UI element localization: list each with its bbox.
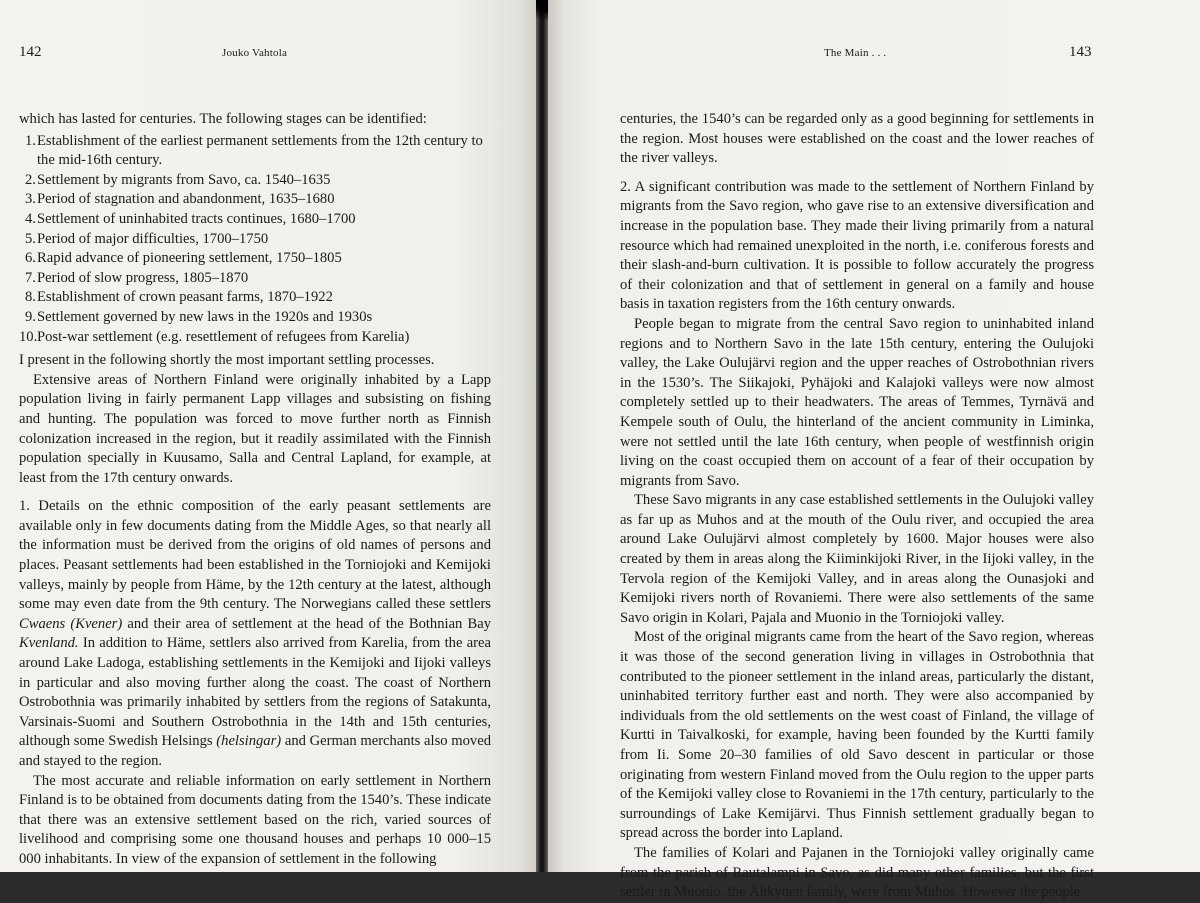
paragraph-extensive: Extensive areas of Northern Finland were originally inhabited by a Lapp population living in fairly permanent Lapp villages and subsisting on fishing and hunting. The population was forced to move further north as Finnish colonization increased in the region, but it readily assimilated with the Finnish population specially in Kuusamo, Salla and Central Lapland, for example, at least from the 17th century onwards.	[19, 371, 491, 486]
paragraph-people: People began to migrate from the central Savo region to uninhabited inland regions and to Northern Savo in the late 15th century, entering the Oulujoki valley, the Lake Oulujärvi region and the upper reaches of Ostrobothnian rivers in the 1530’s. The Siikajoki, Pyhäjoki and Kalajoki valleys were now almost completely settled up to their headwaters. The areas of Temmes, Tyrnävä and Kempele south of Oulu, the hinterland of the ancient community in Liminka, were not settled until the late 16th century, when people of westfinnish origin living on the coast occupied them on account of a fear of their occupation by migrants from Savo.	[620, 315, 1094, 489]
paragraph-present: I present in the following shortly the most important settling processes.	[19, 352, 435, 369]
section-1-text-b: and their area of settlement at the head of the Bothnian Bay	[122, 615, 491, 632]
right-page	[548, 0, 1200, 901]
section-1-text-a: 1. Details on the ethnic composition of the early peasant settlements are available only in few documents dating from the Middle Ages, so that nearly all the information must be derived from the origins of old names of persons and places. Peasant settlements had been established in the Torniojoki and Kemijoki valleys, mainly by people from Häme, by the 12th century at the latest, although some may even date from the 9th century. The Norwegians called these settlers	[19, 498, 491, 613]
right-text-block	[620, 110, 1094, 903]
page-number-right: 143	[1069, 44, 1092, 60]
stage-number: 7.	[25, 269, 36, 286]
stage-item	[19, 230, 491, 250]
stage-text: Settlement governed by new laws in the 1920s and 1930s	[37, 308, 373, 325]
stage-number: 5.	[25, 230, 36, 247]
section-1-text-c: In addition to Häme, settlers also arrived from Karelia, from the area around Lake Ladoga, establishing settlements in the Kemijoki and Iijoki valleys in particular and also moving further along the coast. The coast of Northern Ostrobothnia was primarily inhabited by settlers from the regions of Satakunta, Varsinais-Suomi and Southern Ostrobothnia in the 14th and 15th centuries, although some Swedish Helsings	[19, 635, 491, 750]
stage-number: 3.	[25, 191, 36, 208]
stage-text: Post-war settlement (e.g. resettlement of refugees from Karelia)	[37, 328, 410, 345]
stage-text: Period of stagnation and abandonment, 1635–1680	[37, 191, 335, 208]
stage-item	[19, 249, 491, 269]
paragraph-these: These Savo migrants in any case established settlements in the Oulujoki valley as far up as Muhos and at the mouth of the Oulu river, and occupied the area around Lake Oulujärvi almost completely by 1600. Major houses were also created by them in areas along the Kiiminkijoki River, in the Iijoki valley, in the Tervola region of the Kemijoki Valley, and in areas along the Ounasjoki and Kemijoki rivers north of Rovaniemi. There were also settlements of the same Savo origin in Kolari, Pajala and Muonio in the Torniojoki valley.	[620, 492, 1095, 626]
stage-item	[19, 210, 491, 230]
stage-number: 10.	[19, 328, 38, 345]
page-number-left: 142	[19, 44, 42, 60]
paragraph-most: Most of the original migrants came from the heart of the Savo region, whereas it was those of the second generation living in villages in Ostrobothnia that contributed to the pioneer settlement in the inland areas, particularly the distant, uninhabited territory further east and north. They were also accompanied by individuals from the old settlements on the west coast of Finland, the village of Kurtti in Taivalkoski, for example, having been founded by the Kurtti family from Ii. Some 20–30 families of old Savo descent in particular or those originating from western Finland moved from the Oulu region to the upper parts of the Kemijoki valley close to Rovaniemi in the 17th century, particularly to the surroundings of Lake Kemijärvi. Thus Finnish settlement gradually began to spread across the border into Lapland.	[620, 629, 1094, 842]
stage-text: Settlement of uninhabited tracts continues, 1680–1700	[37, 210, 356, 227]
stage-text: Period of slow progress, 1805–1870	[37, 269, 249, 286]
stage-text: Rapid advance of pioneering settlement, 1750–1805	[37, 250, 342, 267]
paragraph-section-2: 2. A significant contribution was made to the settlement of Northern Finland by migrants from the Savo region, who gave rise to an extensive diversification and increase in the population base. They made their living primarily from a natural resource which had remained unexploited in the north, i.e. coniferous forests and their slash-and-burn cultivation. It is possible to follow accurately the progress of their colonization and that of settlement in general on a family and house basis in taxation registers from the 16th century onwards.	[620, 178, 1094, 313]
paragraph-continued: centuries, the 1540’s can be regarded only as a good beginning for settlements in the region. Most houses were established on the coast and the lower reaches of the river valleys.	[620, 111, 1094, 167]
stage-number: 8.	[25, 289, 36, 306]
stage-text: Establishment of the earliest permanent settlements from the 12th century to the mid-16th century.	[37, 132, 483, 169]
stage-text: Period of major difficulties, 1700–1750	[37, 230, 269, 247]
stage-number: 2.	[25, 171, 36, 188]
stage-item	[19, 328, 491, 348]
stage-item	[19, 132, 491, 171]
stage-item	[19, 288, 491, 308]
term-cwaens: Cwaens (Kvener)	[19, 615, 123, 632]
stage-item	[19, 190, 491, 210]
paragraph-families: The families of Kolari and Pajanen in the Torniojoki valley originally came from the parish of Rautalampi in Savo, as did many other families, but the first settler in Muonio, the Ähkynen family, were from Muhos. However the people	[620, 844, 1094, 901]
stage-number: 6.	[25, 250, 36, 267]
paragraph-accurate: The most accurate and reliable information on early settlement in Northern Finland is to be obtained from documents dating from the 1540’s. These indicate that there was an extensive settlement based on the rich, varied sources of livelihood and comprising some one thousand houses and perhaps 10 000–15 000 inhabitants. In view of the expansion of settlement in the following	[19, 772, 491, 867]
stage-item	[19, 269, 491, 289]
stage-text: Settlement by migrants from Savo, ca. 1540–1635	[37, 171, 331, 188]
stage-number: 4.	[25, 210, 36, 227]
stage-item	[19, 308, 491, 328]
left-page	[0, 0, 536, 872]
running-head-left: Jouko Vahtola	[222, 47, 288, 59]
stage-text: Establishment of crown peasant farms, 1870–1922	[37, 289, 333, 306]
stages-list	[19, 132, 491, 348]
term-helsingar: (helsingar)	[216, 733, 282, 750]
stage-item	[19, 171, 491, 191]
paragraph-section-1	[19, 497, 491, 771]
stage-number: 9.	[25, 308, 36, 325]
left-text-block	[19, 110, 491, 870]
intro-line: which has lasted for centuries. The following stages can be identified:	[19, 111, 427, 127]
section-1-text-d: and German merchants also moved and stayed to the region.	[19, 733, 491, 769]
stage-number: 1.	[25, 132, 36, 149]
term-kvenland: Kvenland.	[19, 635, 79, 652]
running-head-right: The Main . . .	[824, 47, 887, 59]
